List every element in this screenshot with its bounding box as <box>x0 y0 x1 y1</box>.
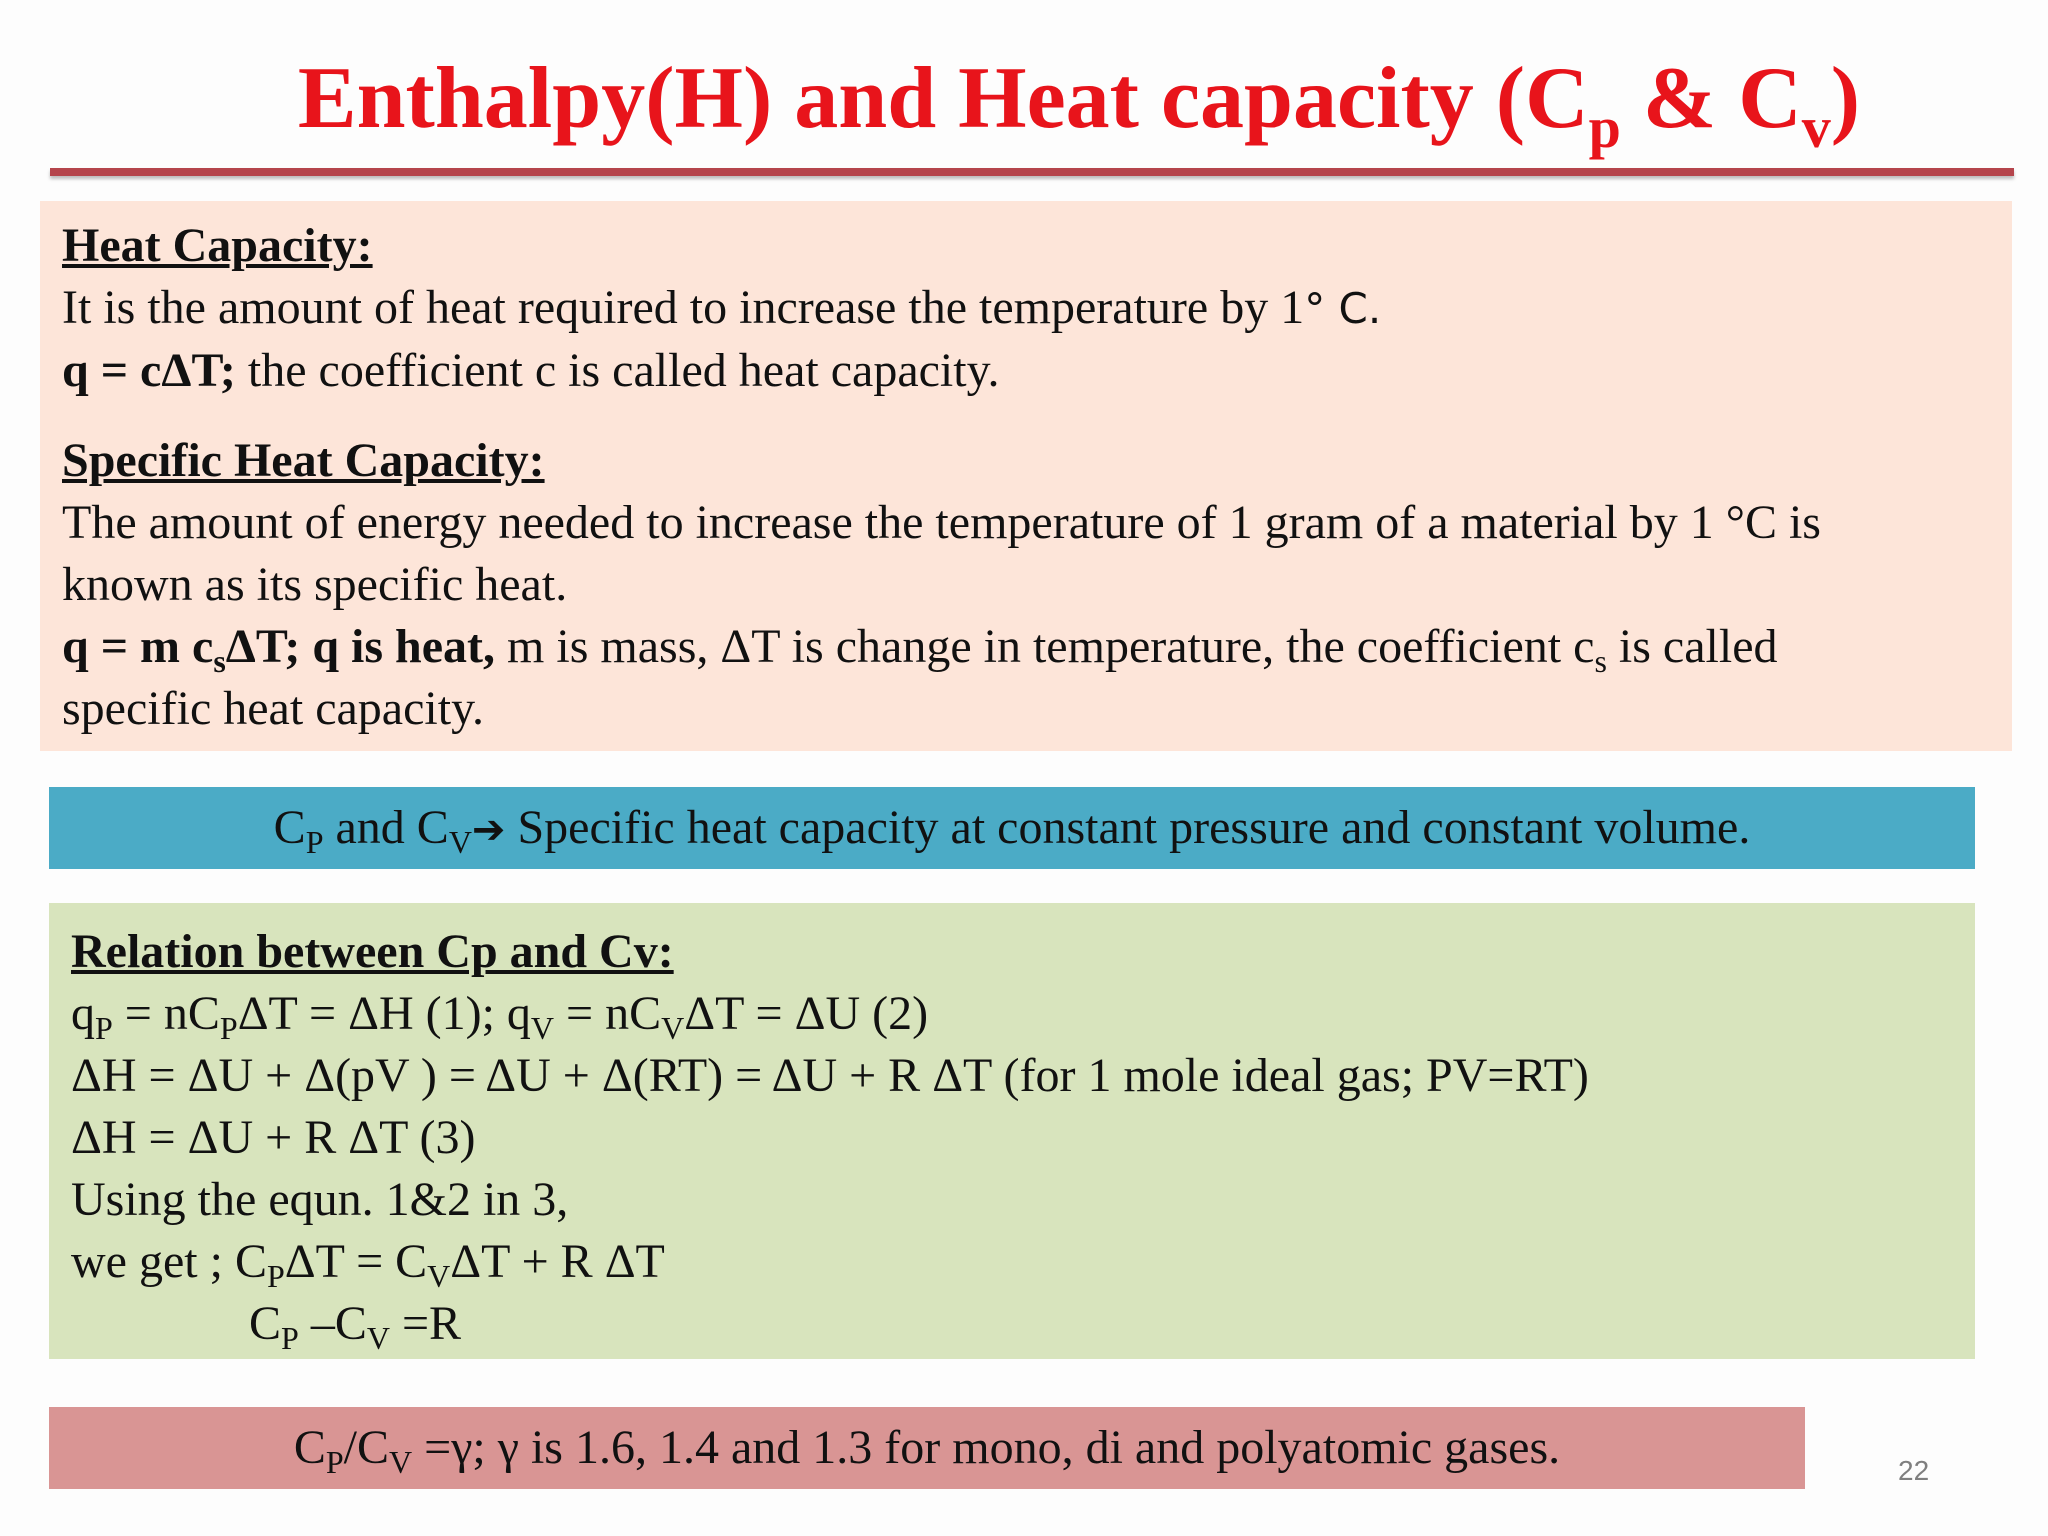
specific-heat-definition-2: known as its specific heat. <box>62 558 568 611</box>
relation-line-5: we get ; $C_P\Delta T = C_V\Delta T + R$ ΔT <box>71 1235 665 1294</box>
relation-line-4: Using the equn. 1&2 in 3, <box>71 1173 569 1226</box>
relation-result: $C_P$ $-C_V =R$ <box>249 1297 462 1356</box>
relation-heading: Relation between Cp and Cv: <box>71 925 674 978</box>
heat-capacity-equation: q = cΔT; the coefficient c is called heat capacity. <box>62 344 1000 397</box>
arrow-icon: ➔ <box>471 807 506 853</box>
specific-heat-definition-1: The amount of energy needed to increase the temperature of 1 gram of a material by 1 °C is <box>62 496 1821 549</box>
page-number: 22 <box>1898 1455 1930 1486</box>
gamma-ratio-box: $C_P/C_V =\gamma$; γ is 1.6, 1.4 and 1.3 for mono, di and polyatomic gases. <box>49 1407 1805 1489</box>
cp-cv-definition-box: $C_P$ and $C_V➔$ Specific heat capacity at constant pressure and constant volume. <box>49 787 1975 869</box>
cp-cv-relation-box <box>49 903 1975 1359</box>
slide-title: Enthalpy(H) and Heat capacity ($C_p$ & $C_v$) <box>297 50 1861 160</box>
heat-capacity-definition: It is the amount of heat required to increase the temperature by 1° C. <box>62 281 1382 334</box>
heat-capacity-box <box>40 201 2012 751</box>
title-underline <box>50 168 2014 176</box>
specific-heat-equation: q = m $c_s\Delta T$; q is heat, m is mass, ΔT is change in temperature, the coefficient $c_s$ is called <box>62 620 1778 679</box>
relation-line-3: ΔH = ΔU + R ΔT (3) <box>71 1111 476 1164</box>
specific-heat-definition-3: specific heat capacity. <box>62 682 484 735</box>
specific-heat-heading: Specific Heat Capacity: <box>62 434 545 487</box>
relation-line-1: $q_P = nC_P\Delta T = \Delta H$ (1); $q_V = nC_V\Delta T = \Delta U$ (2) <box>71 987 929 1046</box>
heat-capacity-heading: Heat Capacity: <box>62 219 373 272</box>
relation-line-2: ΔH = ΔU + Δ(pV ) = ΔU + Δ(RT) = ΔU + R ΔT (for 1 mole ideal gas; PV=RT) <box>71 1049 1589 1102</box>
